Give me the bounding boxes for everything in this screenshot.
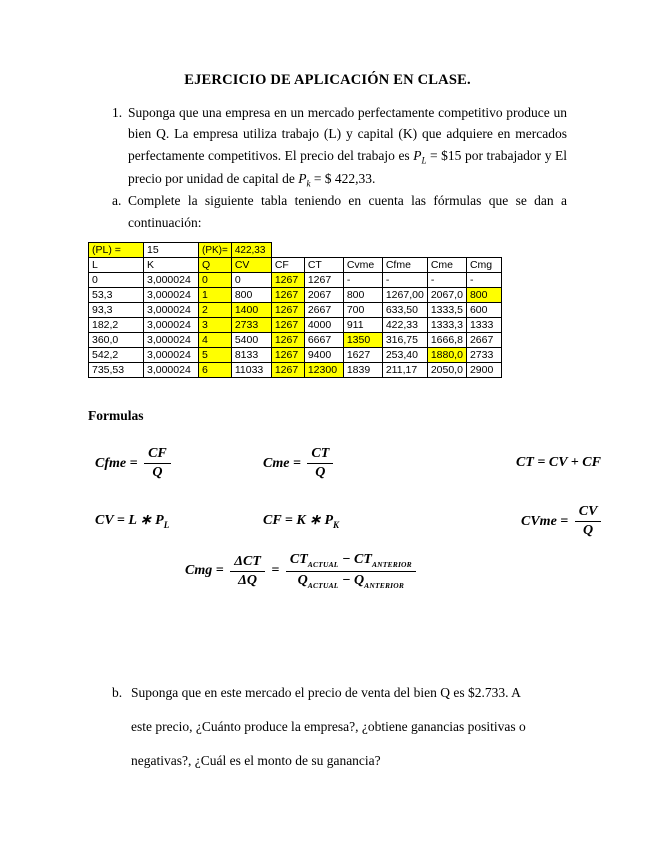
header-cell-Cvme: Cvme (343, 258, 382, 273)
price-labor-symbol: $P_L$ (413, 147, 427, 166)
header-cell-Cme: Cme (427, 258, 466, 273)
table-cell: - (343, 273, 382, 288)
table-cell: 6 (199, 363, 232, 378)
table-cell: 5400 (231, 333, 271, 348)
table-cell: 1267 (271, 333, 304, 348)
item-b-text: Suponga que en este mercado el precio de venta del bien Q es $2.733. A este precio, ¿Cuánto produce la empresa?, ¿obtiene ganancias positivas o negativas?, ¿Cuál es el monto de su ganancia? (131, 685, 526, 768)
table-cell: 1267 (271, 288, 304, 303)
table-cell: 633,50 (382, 303, 427, 318)
table-cell: 5 (199, 348, 232, 363)
table-cell: 3,000024 (144, 288, 199, 303)
table-cell: 93,3 (89, 303, 144, 318)
table-cell: 3,000024 (144, 348, 199, 363)
table-row (89, 348, 502, 363)
table-cell: 1333,3 (427, 318, 466, 333)
price-capital-symbol: $P_k$ (298, 170, 311, 189)
item-b-marker: b. (112, 685, 123, 701)
param-row-blank (271, 243, 501, 258)
table-cell: 1333 (466, 318, 501, 333)
header-cell-CT: CT (304, 258, 343, 273)
table-cell: 1267 (271, 318, 304, 333)
table-cell: 2667 (466, 333, 501, 348)
table-cell: 3 (199, 318, 232, 333)
table-cell: 1350 (343, 333, 382, 348)
item-a-marker: a. (112, 193, 122, 209)
table-row (89, 363, 502, 378)
table-cell: 1267 (271, 273, 304, 288)
table-cell: 11033 (231, 363, 271, 378)
table-cell: 3,000024 (144, 303, 199, 318)
table-cell: 600 (466, 303, 501, 318)
formula-ct: CT = CV + CF (516, 455, 601, 471)
header-cell-CF: CF (271, 258, 304, 273)
table-cell: 1267 (271, 348, 304, 363)
item-1-text-part2: = $15 por trabajador y El precio por unidad de capital de (128, 147, 567, 186)
table-cell: 735,53 (89, 363, 144, 378)
table-cell: 1333,5 (427, 303, 466, 318)
table-cell: 6667 (304, 333, 343, 348)
header-cell-L: L (89, 258, 144, 273)
table-cell: 2733 (466, 348, 501, 363)
table-cell: 1880,0 (427, 348, 466, 363)
header-cell-Cfme: Cfme (382, 258, 427, 273)
table-row (89, 273, 502, 288)
header-cell-Cmg: Cmg (466, 258, 501, 273)
table-cell: 2733 (231, 318, 271, 333)
table-cell: 1267,00 (382, 288, 427, 303)
table-cell: 542,2 (89, 348, 144, 363)
paragraph-item-a (112, 190, 567, 233)
table-cell: 1267 (271, 303, 304, 318)
table-cell: 700 (343, 303, 382, 318)
table-cell: 211,17 (382, 363, 427, 378)
table-cell: 0 (89, 273, 144, 288)
table-cell: 800 (466, 288, 501, 303)
header-row (89, 258, 502, 273)
formula-row-1 (95, 444, 655, 482)
table-cell: 1666,8 (427, 333, 466, 348)
table-cell: 2900 (466, 363, 501, 378)
table-cell: - (466, 273, 501, 288)
table-cell: 1400 (231, 303, 271, 318)
table-cell: 253,40 (382, 348, 427, 363)
table-cell: 0 (231, 273, 271, 288)
table-cell: 4 (199, 333, 232, 348)
formulas-heading: Formulas (88, 408, 144, 424)
formula-cfme: Cfme = $\frac{CF}{Q}$ (95, 446, 263, 481)
header-cell-K: K (144, 258, 199, 273)
table-cell: 2067 (304, 288, 343, 303)
table-cell: 8133 (231, 348, 271, 363)
table-cell: 911 (343, 318, 382, 333)
pl-value-cell: 15 (144, 243, 199, 258)
table-cell: 1267 (271, 363, 304, 378)
table-cell: 0 (199, 273, 232, 288)
table-cell: 1 (199, 288, 232, 303)
header-cell-Q: Q (199, 258, 232, 273)
table-cell: 3,000024 (144, 318, 199, 333)
pk-value-cell: 422,33 (231, 243, 271, 258)
header-cell-CV: CV (231, 258, 271, 273)
table-cell: 53,3 (89, 288, 144, 303)
table-row (89, 288, 502, 303)
formula-cvme: CVme = $\frac{CV}{Q}$ (521, 504, 604, 539)
table-cell: 4000 (304, 318, 343, 333)
page-title: EJERCICIO DE APLICACIÓN EN CLASE. (184, 72, 471, 88)
table-cell: 2067,0 (427, 288, 466, 303)
table-cell: 9400 (304, 348, 343, 363)
table-cell: 800 (231, 288, 271, 303)
table-cell: 3,000024 (144, 363, 199, 378)
pk-label-cell: (PK)= (199, 243, 232, 258)
table-cell: - (427, 273, 466, 288)
table-row (89, 303, 502, 318)
formula-cf: CF = K ∗ $P_K$ (263, 513, 340, 531)
paragraph-item-b (112, 676, 532, 777)
cost-table (88, 242, 502, 378)
table-cell: 800 (343, 288, 382, 303)
pl-label-cell: (PL) = (89, 243, 144, 258)
table-cell: 3,000024 (144, 333, 199, 348)
paragraph-item-1 (112, 102, 567, 190)
table-cell: 422,33 (382, 318, 427, 333)
table-row (89, 318, 502, 333)
table-cell: 3,000024 (144, 273, 199, 288)
formula-row-2 (95, 502, 655, 540)
table-cell: 1839 (343, 363, 382, 378)
table-cell: 1627 (343, 348, 382, 363)
table-cell: 1267 (304, 273, 343, 288)
formula-cme: Cme = $\frac{CT}{Q}$ (263, 446, 431, 481)
table-cell: - (382, 273, 427, 288)
table-cell: 360,0 (89, 333, 144, 348)
table-row (89, 333, 502, 348)
table-cell: 182,2 (89, 318, 144, 333)
table-cell: 12300 (304, 363, 343, 378)
table-cell: 2 (199, 303, 232, 318)
table-cell: 2050,0 (427, 363, 466, 378)
item-1-text-part3: = $ 422,33. (310, 170, 376, 186)
formula-row-3 (185, 552, 655, 590)
item-1-marker: 1. (112, 105, 123, 120)
item-1-text-part1: Suponga que una empresa en un mercado perfectamente competitivo produce un bien Q. La empresa utiliza trabajo (L) y capital (K) que adquiere en mercados perfectamente competitivos. El precio del trabajo es (128, 105, 567, 163)
item-a-text: Complete la siguiente tabla teniendo en cuenta las fórmulas que se dan a continuación: (128, 193, 567, 230)
table-cell: 316,75 (382, 333, 427, 348)
table-cell: 2667 (304, 303, 343, 318)
formula-cmg: Cmg = $\frac{\text{ΔCT}}{\Delta Q}$ = $\frac{CT_{ACTUAL} - CT_{ANTERIOR}}{Q_{ACTUAL} - Q_{ANTERIOR}}$ (185, 552, 419, 590)
formula-cv: CV = L ∗ $P_L$ (95, 513, 170, 531)
param-row (89, 243, 502, 258)
